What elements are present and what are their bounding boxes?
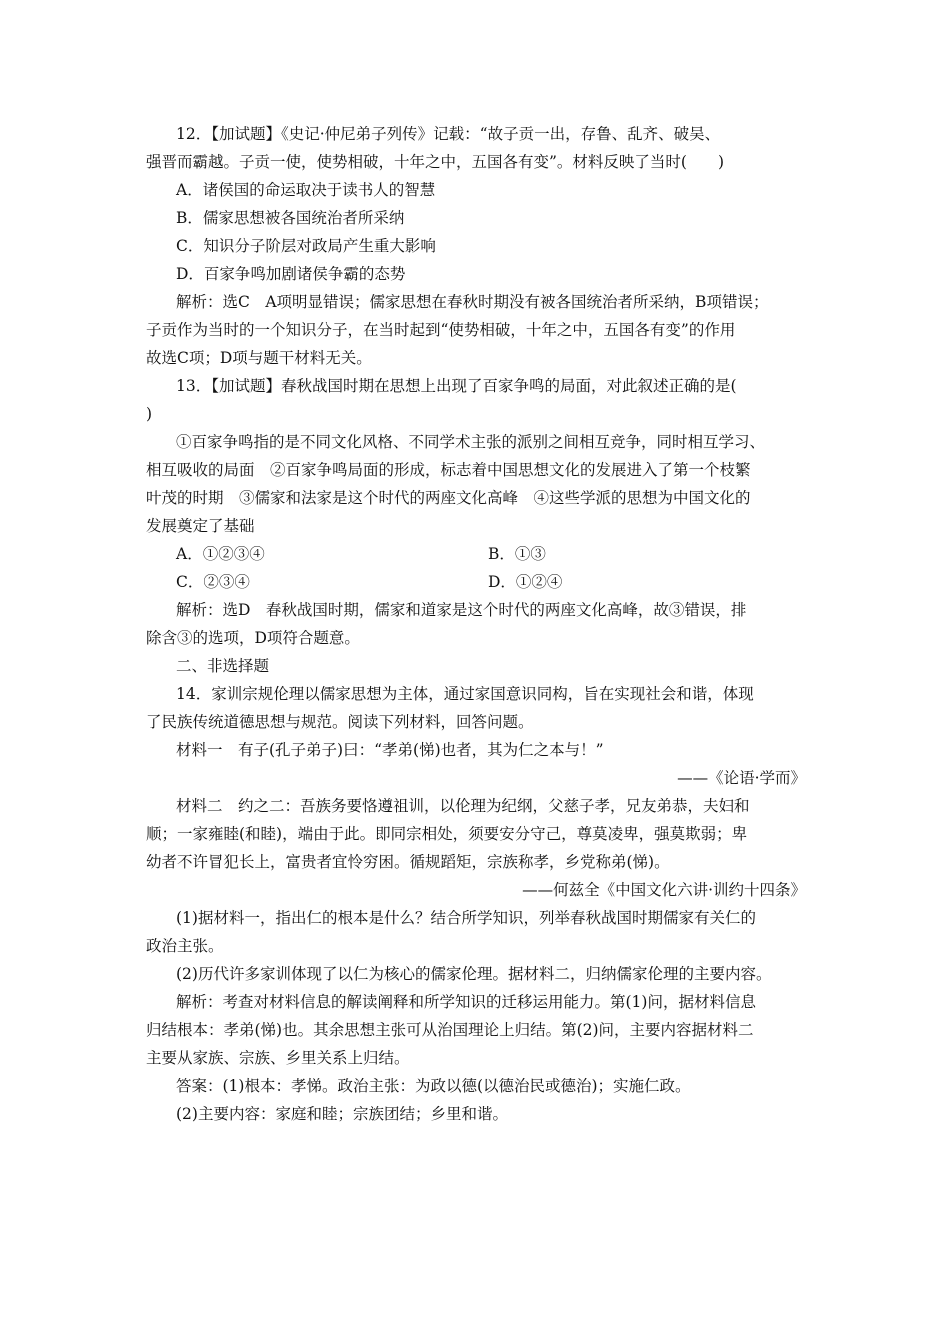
q14-question-1-line-2: 政治主张。 <box>146 937 224 955</box>
q12-option-a: A．诸侯国的命运取决于读书人的智慧 <box>176 181 436 199</box>
q14-material-1: 材料一 有子(孔子弟子)曰：“孝弟(悌)也者，其为仁之本与！” <box>176 741 604 759</box>
q12-option-b: B．儒家思想被各国统治者所采纳 <box>176 209 405 227</box>
q12-option-d: D．百家争鸣加剧诸侯争霸的态势 <box>176 265 406 283</box>
q14-analysis-line-3: 主要从家族、宗族、乡里关系上归结。 <box>146 1049 410 1067</box>
q12-analysis-line-1: 解析：选C A项明显错误；儒家思想在春秋时期没有被各国统治者所采纳，B项错误； <box>176 293 769 311</box>
q13-options-row-1 <box>176 540 836 568</box>
q12-analysis-line-2: 子贡作为当时的一个知识分子，在当时起到“使势相破，十年之中，五国各有变”的作用 <box>146 321 736 339</box>
q13-stem-line-1: 13．【加试题】春秋战国时期在思想上出现了百家争鸣的局面，对此叙述正确的是( <box>176 377 737 395</box>
q14-answer-line-2: (2)主要内容：家庭和睦；宗族团结；乡里和谐。 <box>176 1105 508 1123</box>
q14-stem-line-2: 了民族传统道德思想与规范。阅读下列材料，回答问题。 <box>146 713 534 731</box>
q14-material-2-line-1: 材料二 约之二：吾族务要恪遵祖训，以伦理为纪纲，父慈子孝，兄友弟恭，夫妇和 <box>176 797 750 815</box>
section-heading: 二、非选择题 <box>176 657 270 675</box>
q14-material-2-line-2: 顺；一家雍睦(和睦)，端由于此。即同宗相处，须要安分守己，尊莫凌卑，强莫欺弱；卑 <box>146 825 748 843</box>
q13-option-c: C．②③④ <box>176 573 250 591</box>
q14-material-2-line-3: 幼者不许冒犯长上，富贵者宜怜穷困。循规蹈矩，宗族称孝，乡党称弟(悌)。 <box>146 853 670 871</box>
q13-stem-line-2: ) <box>146 405 153 423</box>
q14-analysis-line-2: 归结根本：孝弟(悌)也。其余思想主张可从治国理论上归结。第(2)问，主要内容据材料二 <box>146 1021 754 1039</box>
q13-statement-line-2: 相互吸收的局面 ②百家争鸣局面的形成，标志着中国思想文化的发展进入了第一个枝繁 <box>146 461 751 479</box>
q12-stem-line-2: 强晋而霸越。子贡一使，使势相破，十年之中，五国各有变”。材料反映了当时( ) <box>146 153 725 171</box>
q13-statement-line-3: 叶茂的时期 ③儒家和法家是这个时代的两座文化高峰 ④这些学派的思想为中国文化的 <box>146 489 751 507</box>
q13-analysis-line-2: 除含③的选项，D项符合题意。 <box>146 629 360 647</box>
q13-option-d: D．①②④ <box>488 573 563 591</box>
q14-answer-line-1: 答案：(1)根本：孝悌。政治主张：为政以德(以德治民或德治)；实施仁政。 <box>176 1077 691 1095</box>
q14-stem-line-1: 14．家训宗规伦理以儒家思想为主体，通过家国意识同构，旨在实现社会和谐，体现 <box>176 685 754 703</box>
q12-option-c: C．知识分子阶层对政局产生重大影响 <box>176 237 436 255</box>
q14-material-2-source: ——何兹全《中国文化六讲·训约十四条》 <box>522 881 806 899</box>
q14-material-1-source: ——《论语·学而》 <box>677 769 806 787</box>
q14-question-1-line-1: (1)据材料一，指出仁的根本是什么？结合所学知识，列举春秋战国时期儒家有关仁的 <box>176 909 756 927</box>
q13-option-a: A．①②③④ <box>176 545 265 563</box>
q14-question-2: (2)历代许多家训体现了以仁为核心的儒家伦理。据材料二，归纳儒家伦理的主要内容。 <box>176 965 772 983</box>
q12-stem-line-1: 12．【加试题】《史记·仲尼弟子列传》记载：“故子贡一出，存鲁、乱齐、破吴、 <box>176 125 721 143</box>
q13-analysis-line-1: 解析：选D 春秋战国时期，儒家和道家是这个时代的两座文化高峰，故③错误，排 <box>176 601 747 619</box>
q13-statement-line-1: ①百家争鸣指的是不同文化风格、不同学术主张的派别之间相互竞争，同时相互学习、 <box>176 433 766 451</box>
q13-options-row-2 <box>176 568 836 596</box>
q14-analysis-line-1: 解析：考查对材料信息的解读阐释和所学知识的迁移运用能力。第(1)问，据材料信息 <box>176 993 756 1011</box>
q12-analysis-line-3: 故选C项；D项与题干材料无关。 <box>146 349 372 367</box>
q13-option-b: B．①③ <box>488 545 546 563</box>
q13-statement-line-4: 发展奠定了基础 <box>146 517 255 535</box>
